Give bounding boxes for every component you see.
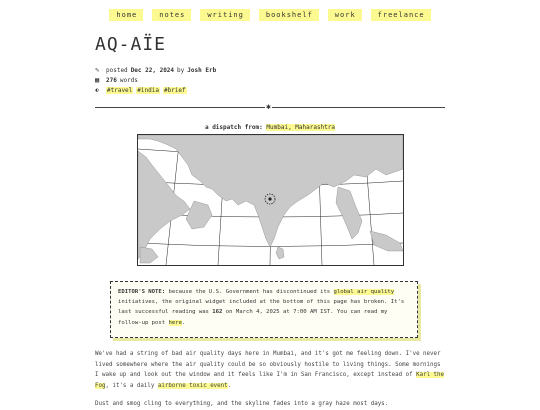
tags-line xyxy=(95,86,187,94)
follow-up-link[interactable]: here xyxy=(168,319,183,326)
top-nav xyxy=(0,9,540,21)
note-text-1: because the U.S. Government has discontinued its xyxy=(165,289,334,295)
nav-writing[interactable]: writing xyxy=(200,9,250,21)
editors-note xyxy=(110,281,418,338)
map-svg xyxy=(138,135,403,265)
body-paragraph-1 xyxy=(95,349,445,391)
dispatch-location: Mumbai, Maharashtra xyxy=(266,124,336,131)
nav-work[interactable]: work xyxy=(328,9,362,21)
words-label: words xyxy=(119,76,138,84)
divider-star-icon: ✱ xyxy=(266,102,271,111)
note-text-2: initiatives, the original widget included at the bottom of this page has broken. It's last successful reading was xyxy=(118,299,405,316)
tag-brief[interactable]: #brief xyxy=(163,86,186,94)
post-date: Dec 22, 2024 xyxy=(130,66,175,74)
tag-icon: ⬖ xyxy=(95,86,100,94)
location-map xyxy=(137,134,404,266)
nav-home[interactable]: home xyxy=(109,9,143,21)
post-author: Josh Erb xyxy=(187,66,217,74)
dispatch-prefix: a dispatch from: xyxy=(204,124,263,131)
by-label: by xyxy=(177,66,185,74)
last-reading: 162 xyxy=(212,309,223,316)
tag-travel[interactable]: #travel xyxy=(107,86,133,94)
word-count: 276 xyxy=(106,76,117,84)
global-air-quality-link[interactable]: global air quality xyxy=(333,289,395,295)
note-label: EDITOR'S NOTE: xyxy=(118,289,166,295)
para1-text-2: , it's a daily xyxy=(105,382,158,389)
counter-icon: ▦ xyxy=(95,76,100,84)
dispatch-caption xyxy=(0,124,540,131)
karl-the-fog-link[interactable]: Karl the Fog xyxy=(95,372,445,389)
word-count-line xyxy=(95,76,138,84)
airborne-toxic-event-link[interactable]: airborne toxic event xyxy=(157,382,228,389)
note-text-4: . xyxy=(182,319,186,326)
para1-text-3: . xyxy=(227,382,232,389)
note-text-3: on March 4, 2025 at 7:00 AM IST. You can read my follow-up post xyxy=(118,309,388,326)
pencil-icon: ✎ xyxy=(95,66,100,74)
page-title: AQ-AÏE xyxy=(95,34,167,55)
nav-notes[interactable]: notes xyxy=(152,9,191,21)
body-paragraph-2: Dust and smog cling to everything, and the skyline fades into a gray haze most days. xyxy=(95,401,389,407)
posted-label: posted xyxy=(106,66,128,74)
location-dot xyxy=(268,197,271,200)
post-date-line xyxy=(95,66,216,74)
tag-india[interactable]: #india xyxy=(137,86,159,94)
nav-freelance[interactable]: freelance xyxy=(371,9,431,21)
para1-text-1: We've had a string of bad air quality days here in Mumbai, and it's got me feeling down. I've never lived somewhere where the air quality could be so obviously hostile to living things. Some mornings I wake up and look out the window and it feels like I'm in San Francisco, except instead of xyxy=(95,351,441,378)
nav-bookshelf[interactable]: bookshelf xyxy=(259,9,319,21)
